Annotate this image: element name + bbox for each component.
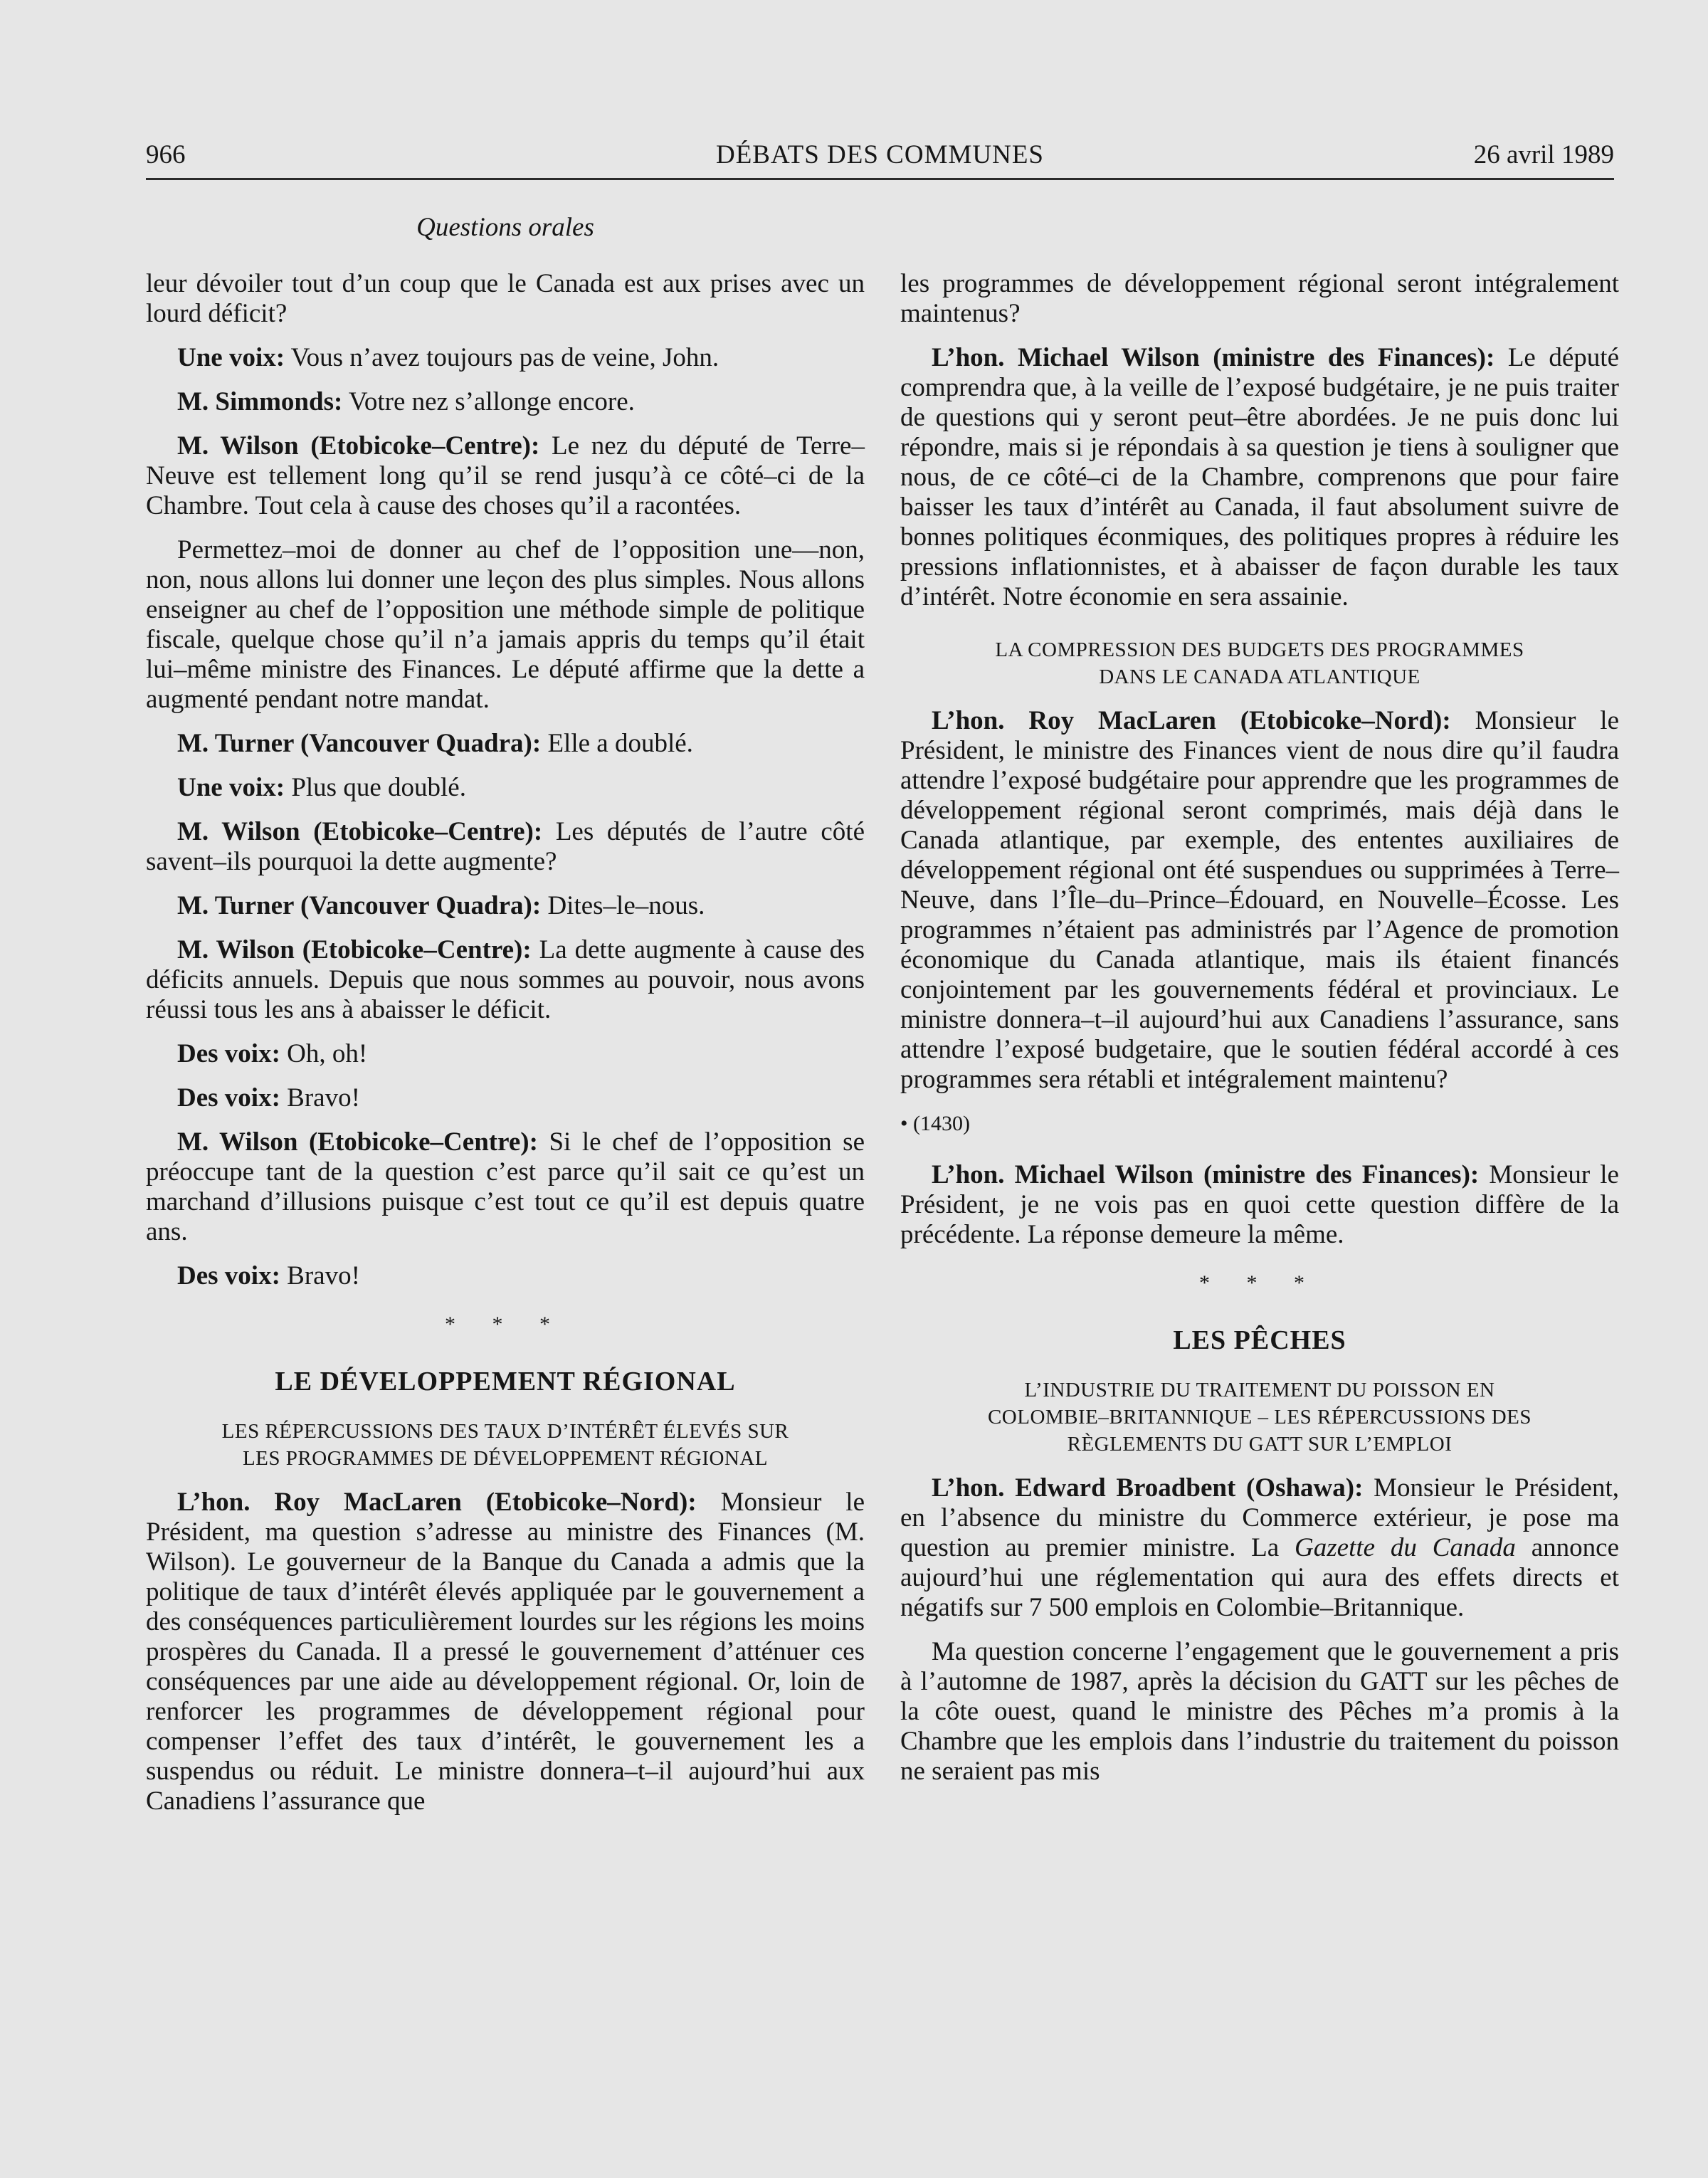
paragraph xyxy=(900,706,1619,1095)
paragraph xyxy=(146,773,865,803)
speech: Vous n’avez toujours pas de veine, John. xyxy=(285,343,719,372)
section-separator: * * * xyxy=(1199,1271,1320,1295)
publication-name: Gazette du Canada xyxy=(1295,1533,1516,1562)
speaker: L’hon. Roy MacLaren (Etobicoke–Nord): xyxy=(932,706,1451,735)
speech: Si le chef de l’opposition se préoccupe tant de la question c’est parce qu’il sait ce qu’est un marchand d’illusions puisque c’est tout ce qu’il est depuis quatre ans. xyxy=(146,1127,865,1246)
speech: Monsieur le Président, je ne vois pas en quoi cette question diffère de la précédente. La réponse demeure la même. xyxy=(900,1160,1619,1249)
subsection-heading xyxy=(900,636,1619,690)
subsection-heading-line: LES PROGRAMMES DE DÉVELOPPEMENT RÉGIONAL xyxy=(242,1447,769,1470)
paragraph xyxy=(900,343,1619,612)
speech: Monsieur le Président, ma question s’adresse au ministre des Finances (M. Wilson). Le gouverneur de la Banque du Canada a admis que la politique de taux d’intérêt élevés appliquée par le gouvernement a des conséquences particulièrement lourdes sur les régions les moins prospères du Canada. Il a pressé le gouvernement d’atténuer ces conséquences par une aide au développement régional. Or, loin de renforcer les programmes de développement régional pour compenser l’effet des taux d’intérêt, le gouvernement les a suspendus ou réduit. Le ministre donnera–t–il aujourd’hui aux Canadiens l’assurance que xyxy=(146,1488,865,1816)
speech: Le nez du député de Terre–Neuve est tellement long qu’il se rend jusqu’à ce côté–ci de la Chambre. Tout cela à cause des choses qu’il a racontées. xyxy=(146,431,865,520)
paragraph xyxy=(146,817,865,877)
right-column xyxy=(900,269,1619,1801)
page-number: 966 xyxy=(146,140,186,169)
paragraph xyxy=(146,1488,865,1816)
speech: Plus que doublé. xyxy=(285,773,466,802)
section-heading: LE DÉVELOPPEMENT RÉGIONAL xyxy=(275,1367,736,1396)
section-separator: * * * xyxy=(445,1312,566,1336)
paragraph xyxy=(146,1261,865,1291)
speaker: L’hon. Roy MacLaren (Etobicoke–Nord): xyxy=(177,1488,697,1517)
publication-date: 26 avril 1989 xyxy=(1473,140,1614,169)
speaker: M. Wilson (Etobicoke–Centre): xyxy=(177,935,532,964)
speaker: Des voix: xyxy=(177,1083,280,1112)
subsection-heading xyxy=(900,1377,1619,1458)
paragraph xyxy=(146,891,865,921)
speech: Monsieur le Président, le ministre des Finances vient de nous dire qu’il faudra attendre l’exposé budgétaire pour apprendre que les programmes de développement régional seront comprimés, mais déjà dans le Canada atlantique, par exemple, des ententes auxiliaires de développement régional ont été suspendues ou supprimées à Terre–Neuve, dans l’Île–du–Prince–Édouard, en Nouvelle–Écosse. Les programmes n’étaient pas administrés par l’Agence de promotion économique du Canada atlantique, mais ils étaient financés conjointement par les gouvernements fédéral et provinciaux. Le ministre donnera–t–il aujourd’hui aux Canadiens l’assurance, sans attendre l’exposé budgetaire, que le soutien fédéral accordé à ces programmes sera rétabli et intégralement maintenu? xyxy=(900,706,1619,1094)
paragraph xyxy=(146,343,865,373)
speaker: M. Wilson (Etobicoke–Centre): xyxy=(177,1127,538,1157)
speaker: Une voix: xyxy=(177,343,285,372)
timestamp: • (1430) xyxy=(900,1112,970,1135)
speech: Monsieur le Président, en l’absence du ministre du Commerce extérieur, je pose ma question au premier ministre. La xyxy=(900,1473,1619,1562)
speech: La dette augmente à cause des déficits annuels. Depuis que nous sommes au pouvoir, nous avons réussi tous les ans à abaisser le déficit. xyxy=(146,935,865,1024)
speaker: M. Simmonds: xyxy=(177,387,343,416)
subsection-heading-line: LA COMPRESSION DES BUDGETS DES PROGRAMMES xyxy=(995,638,1524,661)
speaker: M. Turner (Vancouver Quadra): xyxy=(177,729,542,758)
speaker: L’hon. Michael Wilson (ministre des Finances): xyxy=(932,1160,1480,1189)
paragraph xyxy=(146,387,865,417)
speaker: M. Wilson (Etobicoke–Centre): xyxy=(177,431,540,461)
speech: Les députés de l’autre côté savent–ils pourquoi la dette augmente? xyxy=(146,817,865,876)
speaker: Des voix: xyxy=(177,1039,280,1068)
section-label: Questions orales xyxy=(416,213,594,242)
speaker: M. Turner (Vancouver Quadra): xyxy=(177,891,542,920)
speaker: M. Wilson (Etobicoke–Centre): xyxy=(177,817,543,846)
speech: Dites–le–nous. xyxy=(541,891,705,920)
paragraph xyxy=(900,1160,1619,1250)
paragraph: Permettez–moi de donner au chef de l’opposition une—non, non, nous allons lui donner une leçon des plus simples. Nous allons enseigner au chef de l’opposition une méthode simple de politique fiscale, quelque chose qu’il n’a jamais appris du temps qu’il était lui–même ministre des Finances. Le député affirme que la dette a augmenté pendant notre mandat. xyxy=(146,535,865,714)
subsection-heading-line: DANS LE CANADA ATLANTIQUE xyxy=(1099,666,1420,688)
page-header xyxy=(146,135,1614,178)
speech: Bravo! xyxy=(280,1083,360,1112)
paragraph: Ma question concerne l’engagement que le gouvernement a pris à l’automne de 1987, après la décision du GATT sur les pêches de la côte ouest, quand le ministre des Pêches m’a promis à la Chambre que les emplois dans l’industrie du traitement du poisson ne seraient pas mis xyxy=(900,1637,1619,1786)
paragraph xyxy=(900,1473,1619,1623)
speech: Elle a doublé. xyxy=(541,729,693,758)
paragraph xyxy=(146,431,865,521)
paragraph: les programmes de développement régional seront intégralement maintenus? xyxy=(900,269,1619,328)
paragraph: leur dévoiler tout d’un coup que le Canada est aux prises avec un lourd déficit? xyxy=(146,269,865,328)
header-rule xyxy=(146,178,1614,180)
paragraph xyxy=(146,1127,865,1247)
subsection-heading-line: LES RÉPERCUSSIONS DES TAUX D’INTÉRÊT ÉLEVÉS SUR xyxy=(221,1420,789,1443)
subsection-heading xyxy=(146,1418,865,1472)
paragraph xyxy=(146,1083,865,1113)
paragraph xyxy=(146,935,865,1025)
subsection-heading-line: COLOMBIE–BRITANNIQUE – LES RÉPERCUSSIONS DES xyxy=(987,1406,1532,1429)
publication-title: DÉBATS DES COMMUNES xyxy=(715,140,1044,169)
subsection-heading-line: RÈGLEMENTS DU GATT SUR L’EMPLOI xyxy=(1067,1433,1453,1456)
section-heading: LES PÊCHES xyxy=(1173,1325,1346,1355)
paragraph xyxy=(146,729,865,759)
speaker: Une voix: xyxy=(177,773,285,802)
speech: annonce aujourd’hui une réglementation qui aura des effets directs et négatifs sur 7 500 emplois en Colombie–Britannique. xyxy=(900,1533,1619,1622)
speaker: L’hon. Michael Wilson (ministre des Finances): xyxy=(932,343,1495,372)
speech: Le député comprendra que, à la veille de l’exposé budgétaire, je ne puis traiter de questions qui y seront peut–être abordées. Je ne puis donc lui répondre, mais si je répondais à sa question je tiens à souligner que nous, de ce côté–ci de la Chambre, comprenons que pour faire baisser les taux d’intérêt au Canada, il faut absolument suivre de bonnes politiques éconmiques, des politiques propres à réduire les pressions inflationnistes, et à abaisser de façon durable les taux d’intérêt. Notre économie en sera assainie. xyxy=(900,343,1619,611)
left-column xyxy=(146,269,865,1831)
paragraph xyxy=(146,1039,865,1069)
speech: Bravo! xyxy=(280,1261,360,1290)
subsection-heading-line: L’INDUSTRIE DU TRAITEMENT DU POISSON EN xyxy=(1024,1379,1495,1401)
speaker: L’hon. Edward Broadbent (Oshawa): xyxy=(932,1473,1364,1503)
speaker: Des voix: xyxy=(177,1261,280,1290)
speech: Votre nez s’allonge encore. xyxy=(342,387,635,416)
speech: Oh, oh! xyxy=(280,1039,368,1068)
